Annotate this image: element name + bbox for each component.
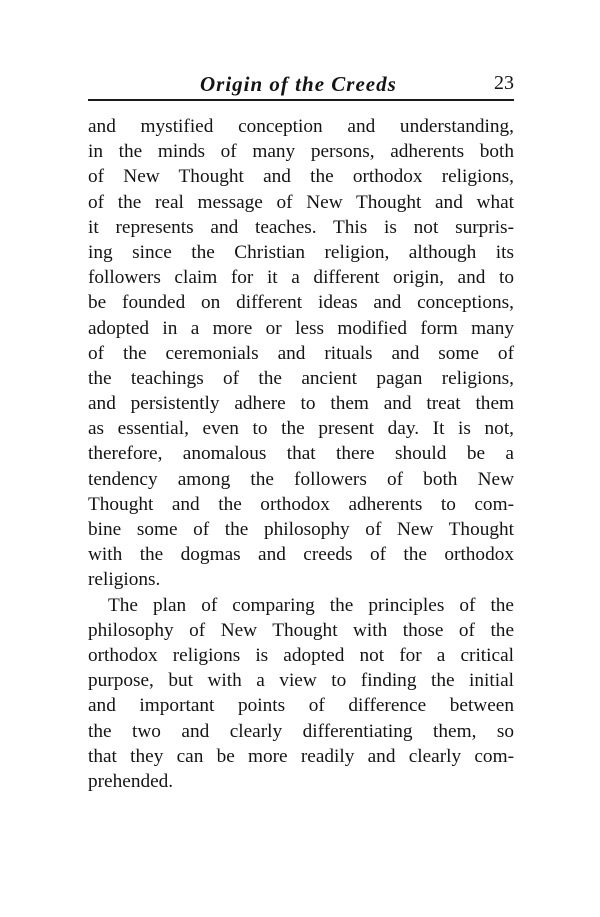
text-line: and persistently adhere to them and treat them	[88, 393, 514, 415]
text-line: bine some of the philosophy of New Thought	[88, 519, 514, 540]
text-line: as essential, even to the present day. It is not,	[88, 418, 514, 440]
text-line: purpose, but with a view to finding the initial	[88, 670, 514, 692]
text-line: ing since the Christian religion, although its	[88, 241, 514, 263]
text-line: tendency among the followers of both New	[88, 468, 514, 490]
running-header	[88, 72, 514, 96]
text-line: philosophy of New Thought with those of the	[88, 619, 514, 641]
text-line: and important points of difference between	[88, 695, 514, 717]
text-line: Thought and the orthodox adherents to com-	[88, 493, 514, 515]
text-line: be founded on different ideas and conceptions,	[88, 292, 514, 314]
text-line: orthodox religions is adopted not for a critical	[88, 644, 514, 666]
text-line: therefore, anomalous that there should be a	[88, 443, 514, 465]
text-line: religions.	[88, 569, 161, 591]
header-rule	[88, 99, 514, 101]
text-line: and mystified conception and understanding,	[88, 116, 514, 137]
body-text	[88, 114, 514, 794]
text-line: it represents and teaches. This is not surpris-	[88, 216, 514, 238]
text-line: the teachings of the ancient pagan religions,	[88, 367, 514, 389]
text-line: followers claim for it a different origin, and to	[88, 267, 514, 289]
text-line: adopted in a more or less modified form many	[88, 317, 514, 339]
text-line: The plan of comparing the principles of the	[108, 594, 514, 616]
text-line: of New Thought and the orthodox religions,	[88, 166, 514, 188]
text-line: of the real message of New Thought and what	[88, 191, 514, 213]
page-number: 23	[494, 72, 514, 94]
text-line: prehended.	[88, 770, 174, 792]
text-line: with the dogmas and creeds of the orthodox	[88, 544, 514, 566]
text-line: that they can be more readily and clearly com-	[88, 745, 514, 767]
text-line: in the minds of many persons, adherents both	[88, 141, 514, 163]
text-line: the two and clearly differentiating them, so	[88, 720, 514, 742]
running-title: Origin of the Creeds	[200, 72, 397, 96]
text-line: of the ceremonials and rituals and some of	[88, 342, 514, 364]
